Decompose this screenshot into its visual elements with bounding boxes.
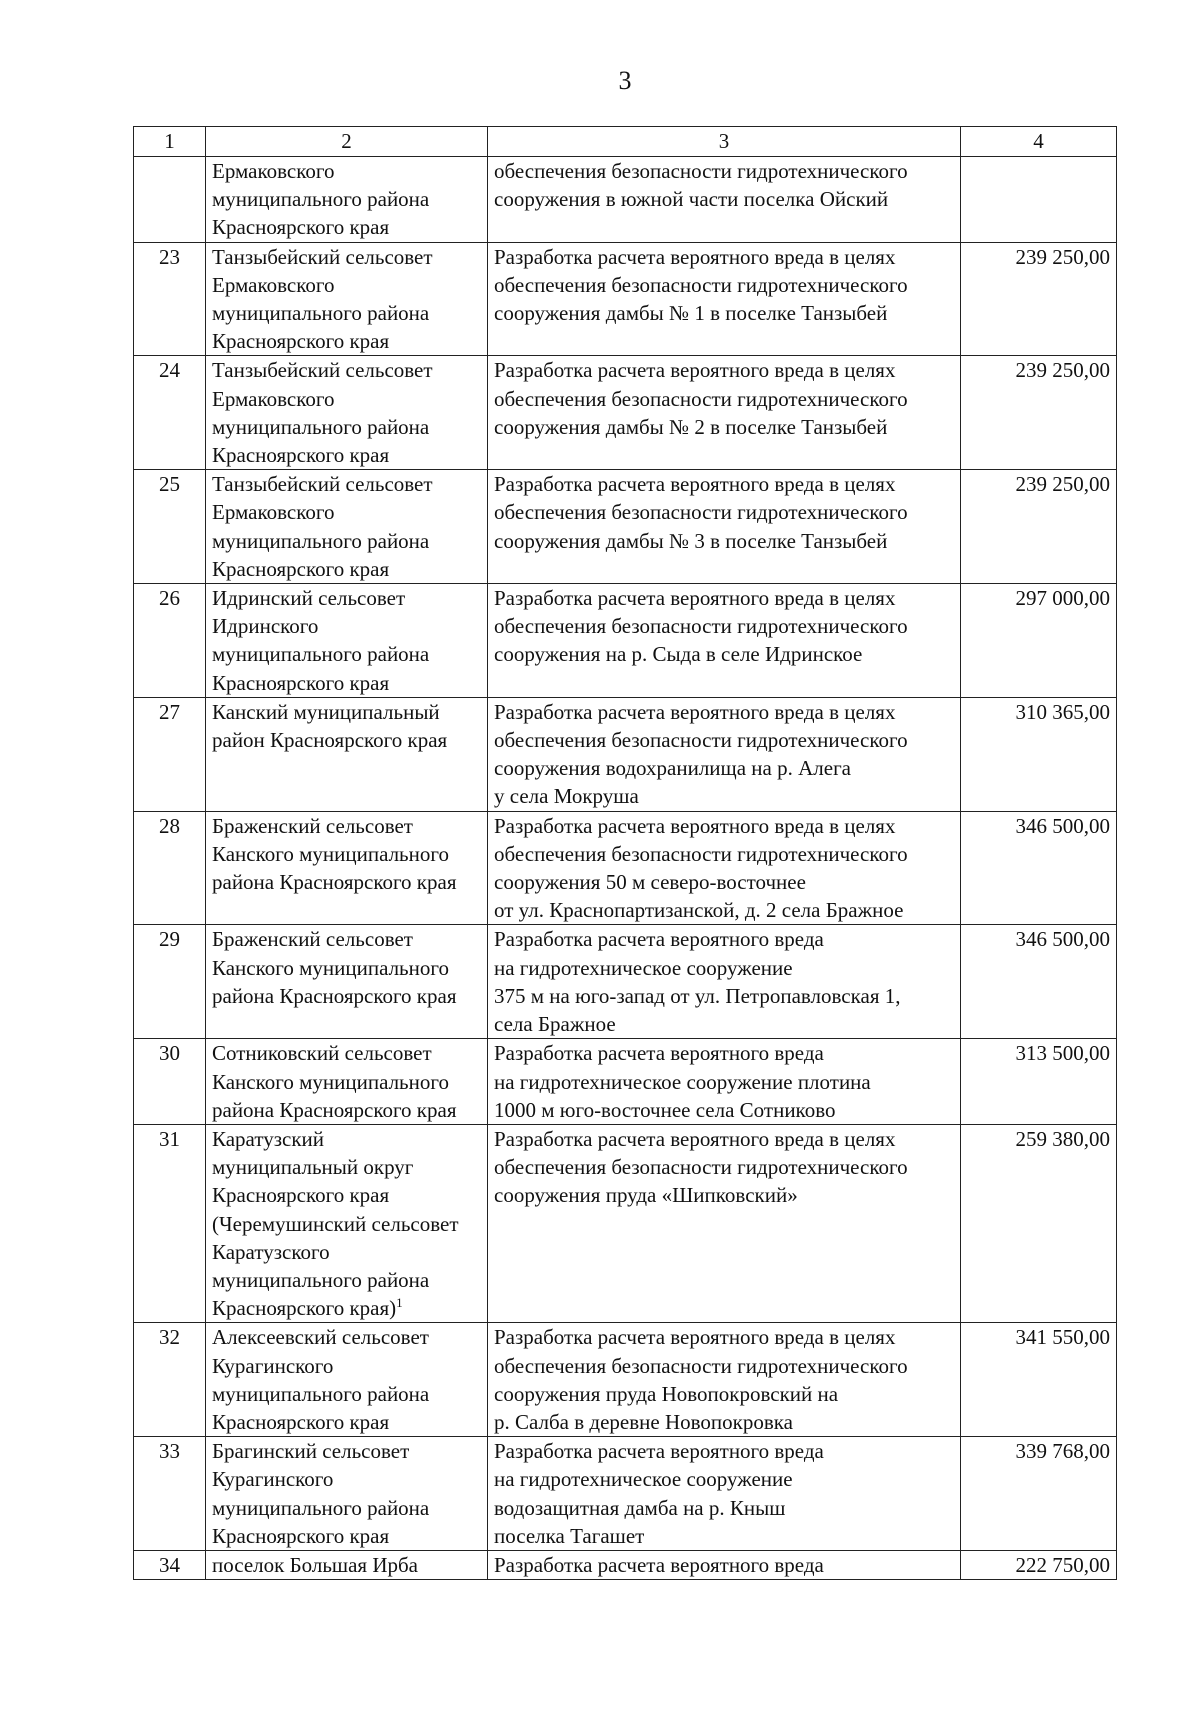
purpose-cell-text: Разработка расчета вероятного вреда в целях обеспечения безопасности гидротехнического сооружения 50 м северо-восточнее от ул. Краснопартизанской, д. 2 села Бражное (494, 813, 908, 923)
row-number-cell-text: 28 (159, 813, 180, 838)
amount-cell-text: 222 750,00 (1015, 1552, 1110, 1577)
amount-cell (961, 811, 1117, 925)
recipient-cell (206, 157, 488, 243)
row-number-cell-text: 27 (159, 699, 180, 724)
recipient-cell-text: Алексеевский сельсовет Курагинского муниципального района Красноярского края (212, 1325, 430, 1434)
table-header-row (134, 127, 1117, 157)
amount-cell-text: 239 250,00 (1015, 472, 1110, 497)
recipient-cell (206, 584, 488, 698)
column-header-number: 1 (134, 127, 206, 157)
amount-cell-text: 313 500,00 (1015, 1041, 1110, 1066)
amount-cell-text: 310 365,00 (1015, 699, 1110, 724)
recipient-cell-text: Идринский сельсовет Идринского муниципального района Красноярского края (212, 586, 430, 695)
amount-cell (961, 157, 1117, 243)
row-number-cell (134, 470, 206, 584)
table-row (134, 1124, 1117, 1322)
purpose-cell-text: Разработка расчета вероятного вреда в целях обеспечения безопасности гидротехнического сооружения дамбы № 3 в поселке Танзыбей (494, 472, 908, 553)
row-number-cell-text: 29 (159, 927, 180, 952)
purpose-cell (488, 925, 961, 1039)
purpose-cell (488, 697, 961, 811)
row-number-cell-text: 30 (159, 1041, 180, 1066)
row-number-cell (134, 1124, 206, 1322)
recipient-cell (206, 1550, 488, 1579)
recipient-cell (206, 1039, 488, 1125)
purpose-cell (488, 1550, 961, 1579)
purpose-cell (488, 1039, 961, 1125)
purpose-cell (488, 584, 961, 698)
row-number-cell-text: 24 (159, 358, 180, 383)
row-number-cell-text: 32 (159, 1325, 180, 1350)
column-header-purpose: 3 (488, 127, 961, 157)
amount-cell (961, 1550, 1117, 1579)
table-row (134, 584, 1117, 698)
recipient-cell-text: Браженский сельсовет Канского муниципального района Красноярского края (212, 813, 457, 895)
purpose-cell (488, 1323, 961, 1437)
recipient-cell-text: Брагинский сельсовет Курагинского муниципального района Красноярского края (212, 1439, 430, 1548)
recipient-cell-text: Ермаковского муниципального района Красноярского края (212, 159, 430, 240)
amount-cell (961, 1039, 1117, 1125)
recipient-cell-text: Танзыбейский сельсовет Ермаковского муниципального района Красноярского края (212, 358, 433, 468)
amount-cell (961, 470, 1117, 584)
purpose-cell (488, 356, 961, 470)
recipient-cell (206, 242, 488, 356)
column-header-recipient: 2 (206, 127, 488, 157)
purpose-cell (488, 1437, 961, 1551)
table-row (134, 925, 1117, 1039)
purpose-cell-text: Разработка расчета вероятного вреда в целях обеспечения безопасности гидротехнического сооружения пруда «Шипковский» (494, 1126, 908, 1208)
row-number-cell-text: 26 (159, 586, 180, 611)
recipient-cell (206, 697, 488, 811)
recipient-cell-text: Канский муниципальный район Красноярского края (212, 699, 448, 753)
amount-cell (961, 1124, 1117, 1322)
recipient-cell (206, 811, 488, 925)
row-number-cell (134, 811, 206, 925)
row-number-cell-text: 25 (159, 472, 180, 497)
amount-cell-text: 259 380,00 (1015, 1126, 1110, 1151)
table-row (134, 356, 1117, 470)
purpose-cell (488, 1124, 961, 1322)
amount-cell-text: 341 550,00 (1015, 1325, 1110, 1350)
table-row (134, 1039, 1117, 1125)
row-number-cell (134, 1437, 206, 1551)
purpose-cell (488, 470, 961, 584)
row-number-cell (134, 242, 206, 356)
row-number-cell (134, 584, 206, 698)
purpose-cell-text: Разработка расчета вероятного вреда в целях обеспечения безопасности гидротехнического сооружения дамбы № 1 в поселке Танзыбей (494, 244, 908, 326)
amount-cell-text: 346 500,00 (1015, 813, 1110, 838)
row-number-cell-text: 23 (159, 244, 180, 269)
recipient-cell-text: поселок Большая Ирба (212, 1552, 419, 1577)
row-number-cell-text: 31 (159, 1126, 180, 1151)
purpose-cell-text: Разработка расчета вероятного вреда в целях обеспечения безопасности гидротехнического сооружения дамбы № 2 в поселке Танзыбей (494, 358, 908, 439)
row-number-cell (134, 356, 206, 470)
recipient-cell (206, 1437, 488, 1551)
recipient-cell-text: Браженский сельсовет Канского муниципального района Красноярского края (212, 927, 457, 1008)
purpose-cell-text: Разработка расчета вероятного вреда в целях обеспечения безопасности гидротехнического сооружения на р. Сыда в селе Идринское (494, 586, 908, 667)
amount-cell (961, 242, 1117, 356)
amount-cell (961, 1437, 1117, 1551)
purpose-cell-text: Разработка расчета вероятного вреда на гидротехническое сооружение плотина 1000 м юго-восточнее села Сотниково (494, 1041, 871, 1122)
table-row (134, 470, 1117, 584)
table-row (134, 242, 1117, 356)
recipient-cell (206, 470, 488, 584)
recipient-cell-text: Каратузский муниципальный округ Красноярского края (Черемушинский сельсовет Каратузского муниципального района Красноярского края) (212, 1126, 459, 1321)
budget-table (133, 126, 1117, 1580)
row-number-cell (134, 157, 206, 243)
page-number: 3 (618, 66, 632, 95)
purpose-cell (488, 157, 961, 243)
amount-cell (961, 925, 1117, 1039)
table-row (134, 1550, 1117, 1579)
recipient-cell-text: Танзыбейский сельсовет Ермаковского муниципального района Красноярского края (212, 244, 433, 354)
row-number-cell (134, 1550, 206, 1579)
table-row (134, 811, 1117, 925)
recipient-cell (206, 1124, 488, 1322)
amount-cell (961, 1323, 1117, 1437)
table-row (134, 1323, 1117, 1437)
table-body (134, 157, 1117, 1580)
purpose-cell (488, 811, 961, 925)
recipient-cell-text: Сотниковский сельсовет Канского муниципального района Красноярского края (212, 1041, 457, 1122)
purpose-cell-text: Разработка расчета вероятного вреда (494, 1552, 824, 1577)
amount-cell (961, 584, 1117, 698)
amount-cell-text: 339 768,00 (1015, 1439, 1110, 1464)
amount-cell-text: 239 250,00 (1015, 244, 1110, 269)
table-row (134, 1437, 1117, 1551)
purpose-cell-text: обеспечения безопасности гидротехнического сооружения в южной части поселка Ойский (494, 159, 908, 212)
amount-cell-text: 239 250,00 (1015, 358, 1110, 383)
recipient-cell (206, 356, 488, 470)
recipient-cell (206, 925, 488, 1039)
amount-cell (961, 356, 1117, 470)
footnote-marker: 1 (396, 1295, 403, 1311)
purpose-cell-text: Разработка расчета вероятного вреда в целях обеспечения безопасности гидротехнического сооружения водохранилища на р. Алега у села Мокруша (494, 699, 908, 809)
row-number-cell-text: 34 (159, 1552, 180, 1577)
purpose-cell-text: Разработка расчета вероятного вреда в целях обеспечения безопасности гидротехнического сооружения пруда Новопокровский на р. Салба в деревне Новопокровка (494, 1325, 908, 1434)
row-number-cell (134, 925, 206, 1039)
purpose-cell-text: Разработка расчета вероятного вреда на гидротехническое сооружение 375 м на юго-запад от ул. Петропавловская 1, села Бражное (494, 927, 901, 1037)
row-number-cell (134, 1039, 206, 1125)
amount-cell-text: 297 000,00 (1015, 586, 1110, 611)
recipient-cell (206, 1323, 488, 1437)
amount-cell (961, 697, 1117, 811)
row-number-cell (134, 697, 206, 811)
amount-cell-text: 346 500,00 (1015, 927, 1110, 952)
table-row (134, 157, 1117, 243)
purpose-cell-text: Разработка расчета вероятного вреда на гидротехническое сооружение водозащитная дамба на р. Кныш поселка Тагашет (494, 1439, 824, 1548)
row-number-cell-text: 33 (159, 1439, 180, 1464)
recipient-cell-text: Танзыбейский сельсовет Ермаковского муниципального района Красноярского края (212, 472, 433, 581)
table-row (134, 697, 1117, 811)
purpose-cell (488, 242, 961, 356)
row-number-cell (134, 1323, 206, 1437)
column-header-amount: 4 (961, 127, 1117, 157)
